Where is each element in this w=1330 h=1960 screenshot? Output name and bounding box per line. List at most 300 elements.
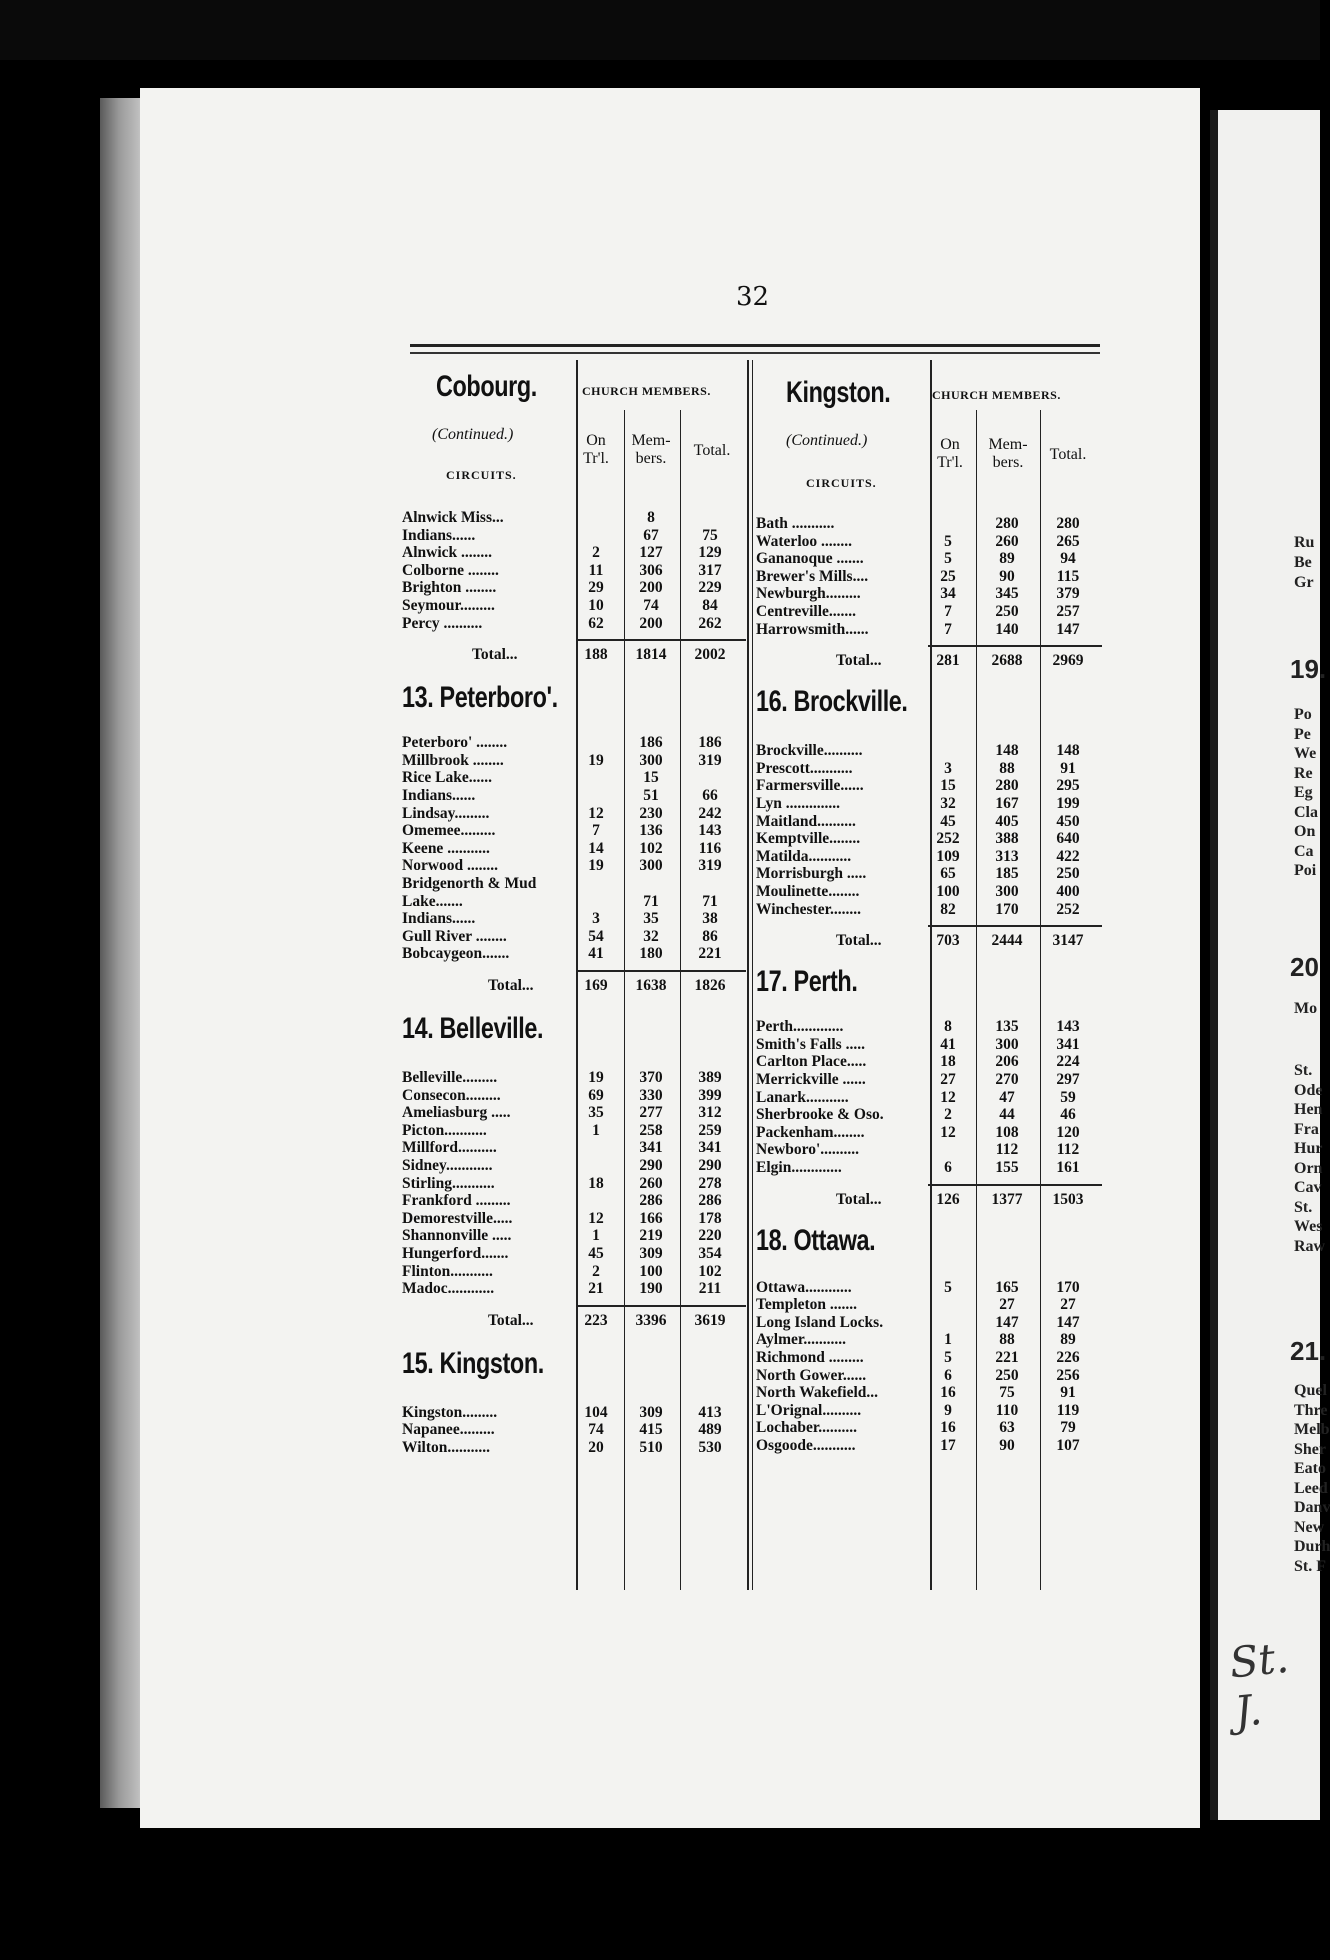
total-value: 259 xyxy=(698,1121,722,1139)
on-trial-value: 1 xyxy=(592,1121,600,1139)
page-gutter xyxy=(1210,110,1218,1820)
adjacent-text-fragment: Leed xyxy=(1294,1479,1328,1497)
members-value: 166 xyxy=(639,1209,663,1227)
circuit-name: North Gower...... xyxy=(756,1366,867,1384)
table-row xyxy=(402,1262,747,1281)
total-value: 297 xyxy=(1056,1071,1080,1088)
members-value: 63 xyxy=(999,1419,1015,1437)
header-rule-secondary xyxy=(410,352,1100,354)
on-trial-value: 100 xyxy=(936,883,960,900)
table-row xyxy=(402,1226,747,1245)
members-value: 180 xyxy=(639,945,663,963)
adjacent-text-fragment: Eato xyxy=(1294,1460,1326,1477)
on-trial-value: 20 xyxy=(588,1439,604,1456)
circuit-name: Carlton Place..... xyxy=(756,1053,867,1071)
total-value: 112 xyxy=(1056,1141,1080,1159)
total-rule xyxy=(928,925,1102,927)
members-value: 415 xyxy=(639,1421,663,1439)
members-value: 110 xyxy=(995,1401,1019,1419)
right-col-rule-a xyxy=(930,360,932,1590)
circuit-name: Merrickville ...... xyxy=(756,1071,866,1088)
left-col-rule-a xyxy=(576,360,578,1590)
members-value: 200 xyxy=(639,614,663,632)
total-value: 129 xyxy=(698,544,722,562)
adjacent-text-fragment: Thre xyxy=(1294,1401,1328,1419)
circuit-name: Lanark........... xyxy=(756,1088,849,1106)
circuit-name: Madoc............ xyxy=(402,1280,495,1298)
table-row xyxy=(402,1121,747,1140)
total-value: 178 xyxy=(698,1209,722,1227)
cobourg-continued: (Continued.) xyxy=(432,426,514,443)
members-value: 250 xyxy=(995,1366,1019,1384)
circuit-name: Moulinette........ xyxy=(756,883,860,900)
on-trial-value: 35 xyxy=(588,1104,604,1122)
members-value: 250 xyxy=(995,603,1019,620)
members-value: 3396 xyxy=(635,1311,667,1329)
adjacent-text-fragment: Fra xyxy=(1294,1120,1319,1138)
table-row xyxy=(402,821,747,840)
total-value: 450 xyxy=(1056,812,1080,830)
total-rule xyxy=(576,1305,746,1307)
total-value: 2969 xyxy=(1052,652,1084,670)
circuit-name: Indians...... xyxy=(402,787,476,804)
total-value: 257 xyxy=(1056,603,1080,620)
circuit-name: Seymour......... xyxy=(402,597,495,614)
left-col-rule-c xyxy=(680,410,681,1590)
total-value: 354 xyxy=(698,1245,722,1262)
adjacent-text-fragment: Pe xyxy=(1294,725,1311,743)
circuit-name: Long Island Locks. xyxy=(756,1313,884,1331)
circuit-name: Sherbrooke & Oso. xyxy=(756,1106,884,1124)
circuit-name: Picton........... xyxy=(402,1121,487,1139)
on-trial-value: 15 xyxy=(940,777,956,795)
members-value: 370 xyxy=(639,1069,663,1086)
total-value: 224 xyxy=(1056,1053,1080,1071)
right-members-header: Mem- bers. xyxy=(988,436,1028,471)
members-value: 148 xyxy=(995,742,1019,760)
adjacent-heading: 21. xyxy=(1290,1336,1327,1366)
circuit-name: Smith's Falls ..... xyxy=(756,1035,865,1053)
total-value: 312 xyxy=(698,1104,722,1122)
circuit-name: Bobcaygeon....... xyxy=(402,945,510,963)
kingston-circuits-label: CIRCUITS. xyxy=(806,476,877,490)
on-trial-value: 8 xyxy=(944,1018,952,1036)
circuit-name: Packenham........ xyxy=(756,1123,865,1141)
on-trial-value: 281 xyxy=(936,652,960,670)
members-value: 8 xyxy=(647,509,655,526)
on-trial-value: 6 xyxy=(944,1159,952,1176)
members-value: 15 xyxy=(643,769,659,787)
on-trial-value: 5 xyxy=(944,532,952,550)
table-row xyxy=(402,1438,747,1457)
right-col-rule-b xyxy=(976,410,977,1590)
on-trial-value: 19 xyxy=(588,857,604,875)
members-value: 135 xyxy=(995,1018,1019,1036)
total-value: 46 xyxy=(1060,1106,1076,1124)
total-value: 107 xyxy=(1056,1437,1080,1454)
on-trial-value: 18 xyxy=(940,1053,956,1071)
circuit-name: Percy .......... xyxy=(402,614,483,632)
circuit-name: Rice Lake...... xyxy=(402,769,492,787)
total-rule xyxy=(576,639,746,641)
adjacent-text-fragment: Quel xyxy=(1294,1382,1327,1399)
on-trial-value: 45 xyxy=(588,1245,604,1262)
circuit-name: Ameliasburg ..... xyxy=(402,1104,511,1122)
table-row xyxy=(402,944,747,963)
circuit-name: Bath ........... xyxy=(756,515,835,532)
members-value: 112 xyxy=(995,1141,1019,1159)
on-trial-value: 104 xyxy=(584,1403,608,1421)
members-value: 90 xyxy=(999,567,1015,585)
table-row xyxy=(402,614,747,633)
on-trial-value: 5 xyxy=(944,1278,952,1296)
peterboro-title: 13. Peterboro'. xyxy=(402,681,558,715)
members-value: 2688 xyxy=(991,652,1023,670)
total-value: 250 xyxy=(1056,865,1080,883)
cobourg-title: Cobourg. xyxy=(436,370,537,403)
total-value: 341 xyxy=(698,1139,722,1157)
table-row xyxy=(402,1191,747,1210)
left-column xyxy=(402,360,747,1590)
circuit-name: Colborne ........ xyxy=(402,561,499,579)
total-value: 79 xyxy=(1060,1419,1076,1437)
on-trial-value: 12 xyxy=(940,1123,956,1141)
members-value: 286 xyxy=(639,1192,663,1210)
circuit-name: Millbrook ........ xyxy=(402,751,504,769)
total-value: 226 xyxy=(1056,1349,1080,1366)
adjacent-text-fragment: Melb xyxy=(1294,1421,1330,1438)
total-row xyxy=(402,1311,747,1330)
total-value: 143 xyxy=(698,822,722,840)
total-value: 262 xyxy=(698,614,722,632)
circuit-name: Omemee......... xyxy=(402,822,496,840)
members-value: 260 xyxy=(639,1174,663,1192)
adjacent-text-fragment: Orn xyxy=(1294,1159,1323,1177)
total-value: 640 xyxy=(1056,830,1080,848)
circuit-name: Morrisburgh ..... xyxy=(756,865,867,883)
on-trial-value: 41 xyxy=(940,1035,956,1053)
circuit-name: Harrowsmith...... xyxy=(756,620,869,638)
adjacent-page xyxy=(1210,110,1330,1820)
members-value: 300 xyxy=(639,751,663,769)
total-value: 319 xyxy=(698,751,722,769)
table-row xyxy=(402,596,747,615)
adjacent-heading: 19. xyxy=(1290,654,1327,684)
on-trial-value: 25 xyxy=(940,567,956,585)
adjacent-text-fragment: Hur xyxy=(1294,1140,1323,1157)
adjacent-text-fragment: Re xyxy=(1294,764,1313,782)
members-value: 136 xyxy=(639,822,663,840)
circuit-name: Kingston......... xyxy=(402,1403,498,1421)
circuit-name: Alnwick Miss... xyxy=(402,509,504,526)
total-value: 3619 xyxy=(694,1311,726,1329)
members-value: 89 xyxy=(999,550,1015,568)
circuit-name: Norwood ........ xyxy=(402,857,499,875)
circuit-name: Total... xyxy=(836,932,882,950)
right-on-trial-header: On Tr'l. xyxy=(937,436,963,471)
center-divider-2 xyxy=(752,360,753,1590)
circuit-name: Matilda........... xyxy=(756,847,852,865)
table-row xyxy=(402,892,747,911)
total-value: 341 xyxy=(1056,1035,1080,1053)
circuit-name: Consecon......... xyxy=(402,1086,501,1104)
members-value: 27 xyxy=(999,1296,1015,1314)
total-value: 286 xyxy=(698,1192,722,1210)
members-value: 341 xyxy=(639,1139,663,1157)
total-value: 143 xyxy=(1056,1018,1080,1036)
circuit-name: Gananoque ....... xyxy=(756,550,864,568)
table-row xyxy=(402,526,747,545)
table-row xyxy=(402,874,747,893)
circuit-name: Flinton........... xyxy=(402,1262,493,1280)
circuit-name: Waterloo ........ xyxy=(756,532,852,550)
members-value: 309 xyxy=(639,1403,663,1421)
members-value: 35 xyxy=(643,910,659,928)
members-value: 190 xyxy=(639,1280,663,1298)
on-trial-value: 62 xyxy=(588,614,604,632)
members-value: 200 xyxy=(639,579,663,597)
on-trial-value: 74 xyxy=(588,1421,604,1439)
total-value: 1503 xyxy=(1052,1190,1084,1208)
members-value: 102 xyxy=(639,839,663,857)
members-value: 206 xyxy=(995,1053,1019,1071)
table-row xyxy=(402,543,747,562)
members-value: 290 xyxy=(639,1157,663,1174)
circuit-name: Total... xyxy=(488,1311,534,1329)
total-row xyxy=(402,976,747,995)
total-value: 221 xyxy=(698,945,722,963)
table-row xyxy=(402,1420,747,1439)
members-value: 32 xyxy=(643,927,659,945)
right-total-header: Total. xyxy=(1049,446,1087,463)
adjacent-text-fragment: We xyxy=(1294,745,1317,762)
members-value: 300 xyxy=(995,883,1019,900)
total-value: 317 xyxy=(698,561,722,579)
table-row xyxy=(402,927,747,946)
members-value: 108 xyxy=(995,1123,1019,1141)
on-trial-value: 12 xyxy=(940,1088,956,1106)
members-value: 186 xyxy=(639,734,663,752)
perth-title: 17. Perth. xyxy=(756,965,858,999)
circuit-name: Ottawa............ xyxy=(756,1278,852,1296)
members-value: 2444 xyxy=(991,932,1023,950)
circuit-name: Total... xyxy=(836,652,882,670)
left-col-rule-b xyxy=(624,410,625,1590)
total-value: 71 xyxy=(702,892,718,910)
total-value: 161 xyxy=(1056,1159,1080,1176)
circuit-name: Centreville....... xyxy=(756,603,857,620)
total-value: 252 xyxy=(1056,900,1080,918)
kingston-continued: (Continued.) xyxy=(786,432,868,449)
members-value: 100 xyxy=(639,1262,663,1280)
total-value: 295 xyxy=(1056,777,1080,795)
table-row xyxy=(402,1156,747,1175)
table-row xyxy=(402,1279,747,1298)
on-trial-value: 169 xyxy=(584,977,608,994)
total-value: 265 xyxy=(1056,532,1080,550)
on-trial-value: 2 xyxy=(592,544,600,562)
total-value: 280 xyxy=(1056,515,1080,532)
adjacent-text-fragment: On xyxy=(1294,823,1316,840)
total-value: 229 xyxy=(698,579,722,597)
adjacent-text-fragment: Hen xyxy=(1294,1101,1323,1118)
adjacent-text-fragment: Gr xyxy=(1294,574,1314,591)
adjacent-text-fragment: New xyxy=(1294,1518,1325,1536)
table-row xyxy=(402,804,747,823)
circuit-name: Keene ........... xyxy=(402,839,490,857)
members-value: 75 xyxy=(999,1384,1015,1402)
table-row xyxy=(402,751,747,770)
on-trial-value: 17 xyxy=(940,1437,956,1454)
adjacent-text-fragment: Ode xyxy=(1294,1081,1323,1099)
total-value: 102 xyxy=(698,1262,722,1280)
table-row xyxy=(402,909,747,928)
total-value: 170 xyxy=(1056,1278,1080,1296)
total-value: 1826 xyxy=(694,977,726,994)
adjacent-text-fragment: St. xyxy=(1294,1198,1313,1216)
members-value: 221 xyxy=(995,1349,1019,1366)
members-value: 1638 xyxy=(635,977,667,994)
on-trial-value: 7 xyxy=(944,603,952,620)
total-value: 2002 xyxy=(694,646,726,664)
circuit-name: Indians...... xyxy=(402,910,476,928)
adjacent-text-fragment: Cla xyxy=(1294,803,1318,821)
total-value: 290 xyxy=(698,1157,722,1174)
circuit-name: Shannonville ..... xyxy=(402,1227,512,1245)
total-value: 278 xyxy=(698,1174,722,1192)
on-trial-value: 7 xyxy=(592,822,600,840)
members-value: 90 xyxy=(999,1437,1015,1454)
left-church-members-label: CHURCH MEMBERS. xyxy=(582,384,711,398)
members-value: 155 xyxy=(995,1159,1019,1176)
on-trial-value: 1 xyxy=(592,1227,600,1245)
on-trial-value: 19 xyxy=(588,1069,604,1086)
table-row xyxy=(402,839,747,858)
table-row xyxy=(402,1068,747,1087)
circuit-name: Maitland.......... xyxy=(756,812,856,830)
on-trial-value: 703 xyxy=(936,932,960,950)
members-value: 309 xyxy=(639,1245,663,1262)
members-value: 170 xyxy=(995,900,1019,918)
members-value: 127 xyxy=(639,544,663,562)
handwritten-annotation: St. J. xyxy=(1227,1632,1291,1737)
members-value: 71 xyxy=(643,892,659,910)
circuit-name: Lindsay......... xyxy=(402,804,490,822)
total-value: 148 xyxy=(1056,742,1080,760)
members-value: 300 xyxy=(639,857,663,875)
members-value: 51 xyxy=(643,787,659,804)
circuit-name: Hungerford....... xyxy=(402,1245,509,1262)
adjacent-text-fragment: Raw xyxy=(1294,1237,1326,1255)
circuit-name: Brewer's Mills.... xyxy=(756,567,869,585)
circuit-name: Aylmer........... xyxy=(756,1331,846,1349)
members-value: 280 xyxy=(995,777,1019,795)
table-row xyxy=(402,856,747,875)
on-trial-value: 223 xyxy=(584,1311,608,1329)
circuit-name: Total... xyxy=(472,646,518,664)
members-value: 277 xyxy=(639,1104,663,1122)
belleville-title: 14. Belleville. xyxy=(402,1012,544,1045)
adjacent-text-fragment: Cav xyxy=(1294,1179,1322,1196)
circuit-name: Total... xyxy=(488,977,534,994)
members-value: 165 xyxy=(995,1278,1019,1296)
members-value: 300 xyxy=(995,1035,1019,1053)
on-trial-value: 126 xyxy=(936,1190,960,1208)
table-row xyxy=(402,1403,747,1422)
on-trial-value: 69 xyxy=(588,1086,604,1104)
adjacent-text-fragment: Sher xyxy=(1294,1440,1326,1458)
circuit-name: Gull River ........ xyxy=(402,927,507,945)
on-trial-value: 16 xyxy=(940,1419,956,1437)
adjacent-text-fragment: Poi xyxy=(1294,862,1317,879)
total-value: 119 xyxy=(1056,1401,1080,1419)
circuit-name: Demorestville..... xyxy=(402,1209,513,1227)
circuit-name: L'Orignal.......... xyxy=(756,1401,862,1419)
on-trial-value: 12 xyxy=(588,1209,604,1227)
members-value: 88 xyxy=(999,759,1015,777)
adjacent-text-fragment: Mo xyxy=(1294,1000,1318,1017)
on-trial-value: 6 xyxy=(944,1366,952,1384)
total-value: 116 xyxy=(698,839,722,857)
members-value: 67 xyxy=(643,526,659,544)
table-row xyxy=(402,561,747,580)
circuit-name: Brockville.......... xyxy=(756,742,863,760)
circuit-name: Farmersville...... xyxy=(756,777,864,795)
circuit-name: Brighton ........ xyxy=(402,579,497,597)
on-trial-value: 16 xyxy=(940,1384,956,1402)
right-church-members-label: CHURCH MEMBERS. xyxy=(932,388,1061,402)
circuit-name: Bridgenorth & Mud xyxy=(402,875,537,892)
on-trial-value: 109 xyxy=(936,847,960,865)
adjacent-text-fragment: Eg xyxy=(1294,784,1313,801)
circuit-name: Napanee......... xyxy=(402,1421,495,1439)
total-value: 3147 xyxy=(1052,932,1084,950)
total-value: 399 xyxy=(698,1086,722,1104)
on-trial-value: 18 xyxy=(588,1174,604,1192)
on-trial-value: 5 xyxy=(944,1349,952,1366)
table-row xyxy=(402,578,747,597)
members-value: 260 xyxy=(995,532,1019,550)
on-trial-value: 9 xyxy=(944,1401,952,1419)
on-trial-value: 11 xyxy=(588,561,604,579)
circuit-name: Alnwick ........ xyxy=(402,544,492,562)
circuit-name: Stirling........... xyxy=(402,1174,495,1192)
circuit-name: Total... xyxy=(836,1190,882,1208)
circuit-name: Templeton ....... xyxy=(756,1296,858,1314)
total-value: 413 xyxy=(698,1403,722,1421)
on-trial-value: 1 xyxy=(944,1331,952,1349)
on-trial-value: 10 xyxy=(588,597,604,614)
members-value: 405 xyxy=(995,812,1019,830)
circuit-name: Lyn .............. xyxy=(756,795,840,812)
circuit-name: Prescott........... xyxy=(756,759,853,777)
total-value: 84 xyxy=(702,597,718,614)
members-value: 230 xyxy=(639,804,663,822)
total-value: 422 xyxy=(1056,847,1080,865)
total-value: 379 xyxy=(1056,585,1080,603)
members-value: 1377 xyxy=(991,1190,1023,1208)
ottawa-title: 18. Ottawa. xyxy=(756,1223,876,1257)
circuit-name: Belleville......... xyxy=(402,1069,498,1086)
left-members-header: Mem- bers. xyxy=(631,432,671,467)
table-row xyxy=(402,1244,747,1263)
adjacent-text-fragment: Be xyxy=(1294,554,1312,571)
center-divider xyxy=(747,360,749,1590)
circuit-name: Sidney............ xyxy=(402,1157,493,1174)
adjacent-text-fragment: Danv xyxy=(1294,1499,1330,1516)
total-value: 38 xyxy=(702,910,718,928)
on-trial-value: 65 xyxy=(940,865,956,883)
